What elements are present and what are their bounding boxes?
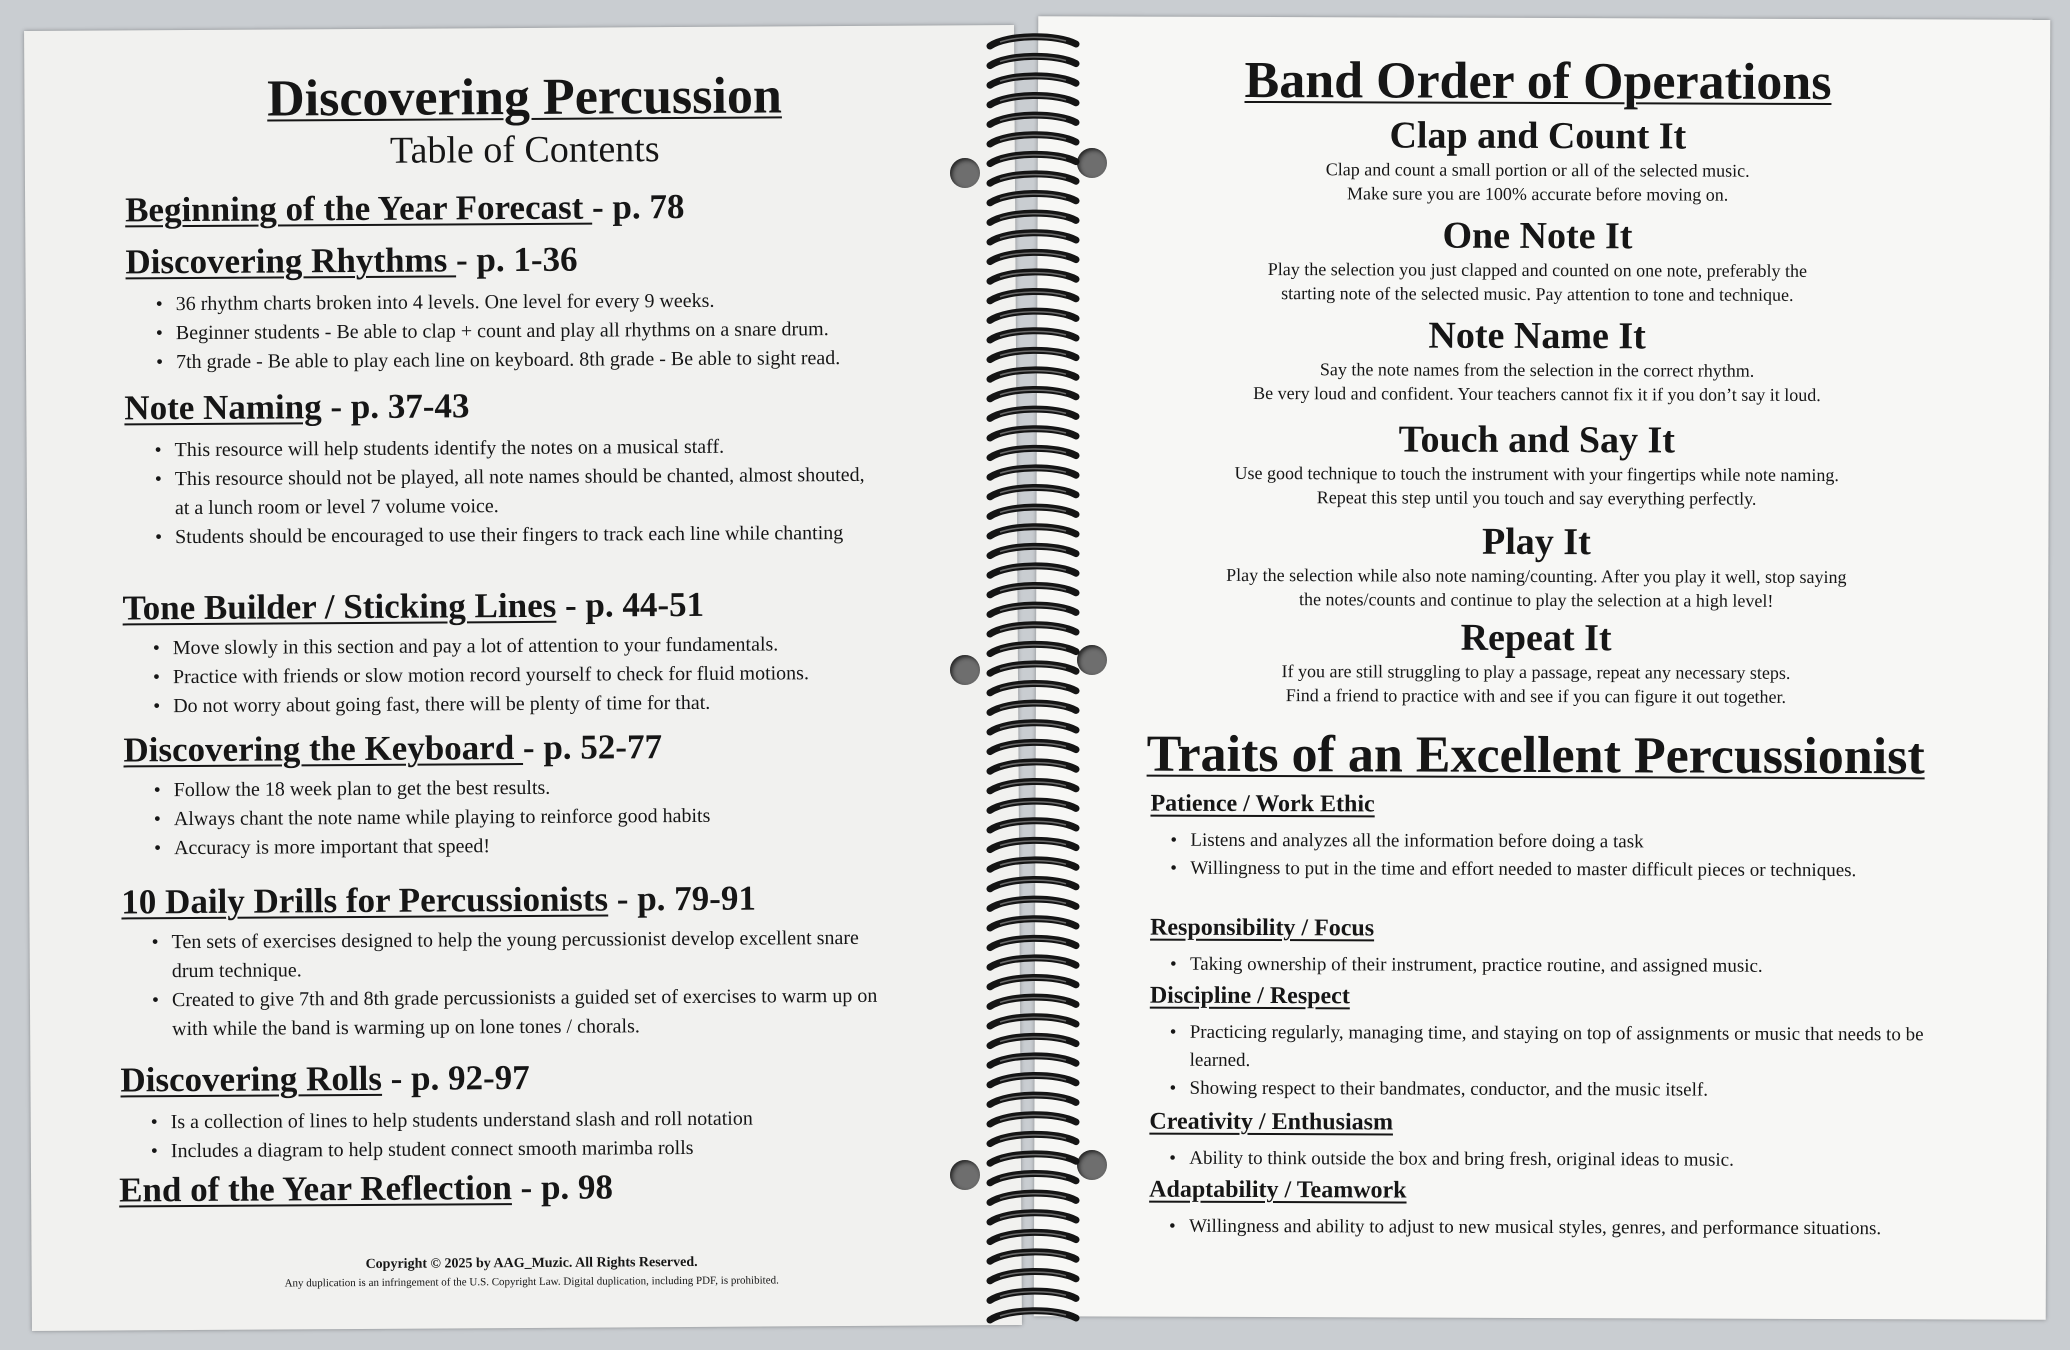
list-item: • Move slowly in this section and pay a lot of attention to your fundamentals.	[153, 629, 973, 663]
step-repeat: Repeat It If you are still struggling to play a passage, repeat any necessary steps. Find a friend to practice with and see if you can figure it out together.	[1281, 616, 1791, 707]
toc-bullets	[154, 771, 975, 863]
copyright-notice: Any duplication is an infringement of the U.S. Copyright Law. Digital duplication, including PDF, is prohibited.	[284, 1274, 779, 1290]
toc-bullets	[153, 629, 974, 721]
trait-bullets	[1169, 1145, 1929, 1176]
list-item: • Willingness to put in the time and effort needed to master difficult pieces or techniques.	[1170, 855, 1930, 886]
left-page	[24, 25, 1022, 1331]
toc-section: End of the Year Reflection - p. 98	[119, 1167, 614, 1210]
list-item: • Showing respect to their bandmates, conductor, and the music itself.	[1169, 1075, 1929, 1106]
trait-heading: Responsibility / Focus	[1150, 914, 1375, 942]
toc-subtitle: Table of Contents	[389, 128, 660, 172]
trait-bullets	[1170, 951, 1930, 982]
list-item: • Ability to think outside the box and bring fresh, original ideas to music.	[1169, 1145, 1929, 1176]
toc-section: Note Naming - p. 37-43	[124, 386, 470, 428]
toc-bullets	[152, 924, 893, 1045]
binding-hole	[950, 655, 980, 685]
list-item: • This resource should not be played, all note names should be chanted, almost shouted, at a lunch room or level 7 volume voice.	[155, 461, 875, 523]
toc-title: Discovering Percussion	[266, 67, 782, 128]
trait-heading: Creativity / Enthusiasm	[1149, 1108, 1394, 1136]
list-item: • Willingness and ability to adjust to new musical styles, genres, and performance situations.	[1169, 1213, 1929, 1244]
list-item: • Follow the 18 week plan to get the best results.	[154, 771, 974, 805]
list-item: • Practicing regularly, managing time, and staying on top of assignments or music that needs to be learned.	[1170, 1019, 1930, 1078]
list-item: • Accuracy is more important that speed!	[154, 829, 974, 863]
list-item: • Ten sets of exercises designed to help the young percussionist develop excellent snare drum technique.	[152, 924, 892, 987]
list-item: • Is a collection of lines to help students understand slash and roll notation	[151, 1103, 971, 1137]
list-item: • Always chant the note name while playing to reinforce good habits	[154, 800, 974, 834]
toc-bullets	[156, 285, 1007, 377]
toc-section: Tone Builder / Sticking Lines - p. 44-51	[122, 584, 705, 628]
trait-heading: Discipline / Respect	[1149, 982, 1350, 1010]
step-note-name: Note Name It Say the note names from the selection in the correct rhythm. Be very loud and confident. Your teachers cannot fix it if you don’t say it loud.	[1253, 314, 1821, 405]
list-item: • Practice with friends or slow motion record yourself to check for fluid motions.	[153, 658, 973, 692]
step-one-note: One Note It Play the selection you just clapped and counted on one note, preferably the starting note of the selected music. Pay attention to tone and technique.	[1267, 214, 1808, 305]
right-page	[1034, 16, 2051, 1320]
toc-bullets	[151, 1103, 971, 1166]
toc-section: Beginning of the Year Forecast - p. 78	[125, 187, 685, 230]
spiral-binding-icon	[978, 30, 1088, 1330]
step-touch-say: Touch and Say It Use good technique to touch the instrument with your fingertips while note naming. Repeat this step until you touch and say everything perfectly.	[1234, 418, 1839, 509]
list-item: • This resource will help students identify the notes on a musical staff.	[155, 432, 875, 465]
traits-title: Traits of an Excellent Percussionist	[1146, 725, 1925, 786]
operations-title: Band Order of Operations	[1244, 51, 1832, 112]
copyright: Copyright © 2025 by AAG_Muzic. All Rights Reserved.	[365, 1254, 698, 1272]
trait-bullets	[1169, 1213, 1929, 1244]
toc-section: Discovering the Keyboard - p. 52-77	[123, 727, 663, 770]
step-clap-count: Clap and Count It Clap and count a small portion or all of the selected music. Make sure you are 100% accurate before moving on.	[1325, 114, 1750, 205]
toc-section: Discovering Rolls - p. 92-97	[120, 1057, 530, 1100]
trait-bullets	[1170, 827, 1930, 886]
list-item: • Created to give 7th and 8th grade percussionists a guided set of exercises to warm up on with while the band is warming up on lone tones / chorals.	[152, 982, 892, 1045]
toc-section: 10 Daily Drills for Percussionists - p. 79-91	[121, 878, 757, 922]
list-item: • 36 rhythm charts broken into 4 levels. One level for every 9 weeks.	[156, 285, 1006, 319]
list-item: • Do not worry about going fast, there will be plenty of time for that.	[153, 687, 973, 721]
list-item: • Taking ownership of their instrument, practice routine, and assigned music.	[1170, 951, 1930, 982]
toc-bullets	[155, 432, 876, 552]
trait-bullets	[1169, 1019, 1929, 1106]
list-item: • Beginner students - Be able to clap + count and play all rhythms on a snare drum.	[156, 314, 1006, 348]
binding-hole	[950, 1160, 980, 1190]
toc-section: Discovering Rhythms - p. 1-36	[125, 239, 578, 282]
trait-heading: Adaptability / Teamwork	[1149, 1176, 1407, 1204]
trait-heading: Patience / Work Ethic	[1150, 790, 1375, 818]
list-item: • Listens and analyzes all the information before doing a task	[1170, 827, 1930, 858]
list-item: • 7th grade - Be able to play each line on keyboard. 8th grade - Be able to sight read.	[156, 343, 1006, 377]
list-item: • Includes a diagram to help student connect smooth marimba rolls	[151, 1132, 971, 1166]
list-item: • Students should be encouraged to use their fingers to track each line while chanting	[155, 519, 875, 552]
binding-hole	[950, 158, 980, 188]
step-play: Play It Play the selection while also note naming/counting. After you play it well, stop saying the notes/counts and continue to play the selection at a high level!	[1226, 520, 1847, 611]
